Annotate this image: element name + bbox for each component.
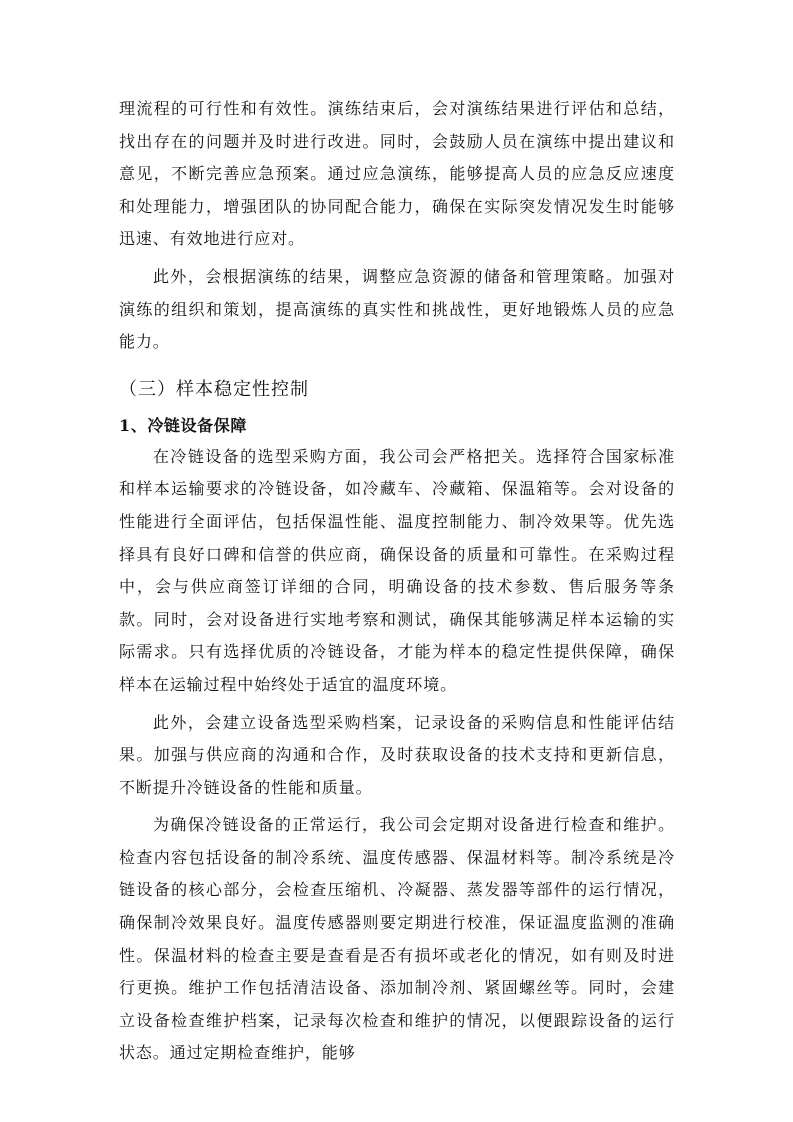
document-body xyxy=(119,93,675,1070)
paragraph-equipment-procurement: 在冷链设备的选型采购方面，我公司会严格把关。选择符合国家标准和样本运输要求的冷链设备，如冷藏车、冷藏箱、保温箱等。会对设备的性能进行全面评估，包括保温性能、温度控制能力、制冷效果等。优先选择具有良好口碑和信誉的供应商，确保设备的质量和可靠性。在采购过程中，会与供应商签订详细的合同，明确设备的技术参数、售后服务等条款。同时，会对设备进行实地考察和测试，确保其能够满足样本运输的实际需求。只有选择优质的冷链设备，才能为样本的稳定性提供保障，确保样本在运输过程中始终处于适宜的温度环境。 xyxy=(119,446,675,694)
paragraph-equipment-maintenance: 为确保冷链设备的正常运行，我公司会定期对设备进行检查和维护。检查内容包括设备的制冷系统、温度传感器、保温材料等。制冷系统是冷链设备的核心部分，会检查压缩机、冷凝器、蒸发器等部件的运行情况，确保制冷效果良好。温度传感器则要定期进行校准，保证温度监测的准确性。保温材料的检查主要是查看是否有损坏或老化的情况，如有则及时进行更换。维护工作包括清洁设备、添加制冷剂、紧固螺丝等。同时，会建立设备检查维护档案，记录每次检查和维护的情况，以便跟踪设备的运行状态。通过定期检查维护，能够 xyxy=(119,815,675,1063)
subsection-heading-cold-chain: 1、冷链设备保障 xyxy=(119,415,247,435)
paragraph-drill-evaluation: 理流程的可行性和有效性。演练结束后，会对演练结果进行评估和总结，找出存在的问题并及时进行改进。同时，会鼓励人员在演练中提出建议和意见，不断完善应急预案。通过应急演练，能够提高人员的应急反应速度和处理能力，增强团队的协同配合能力，确保在实际突发情况发生时能够迅速、有效地进行应对。 xyxy=(119,99,675,249)
paragraph-procurement-archive: 此外，会建立设备选型采购档案，记录设备的采购信息和性能评估结果。加强与供应商的沟通和合作，及时获取设备的技术支持和更新信息，不断提升冷链设备的性能和质量。 xyxy=(119,712,675,797)
paragraph-resource-adjustment: 此外，会根据演练的结果，调整应急资源的储备和管理策略。加强对演练的组织和策划，提高演练的真实性和挑战性，更好地锻炼人员的应急能力。 xyxy=(119,266,675,352)
section-heading-sample-stability: （三）样本稳定性控制 xyxy=(119,378,309,400)
